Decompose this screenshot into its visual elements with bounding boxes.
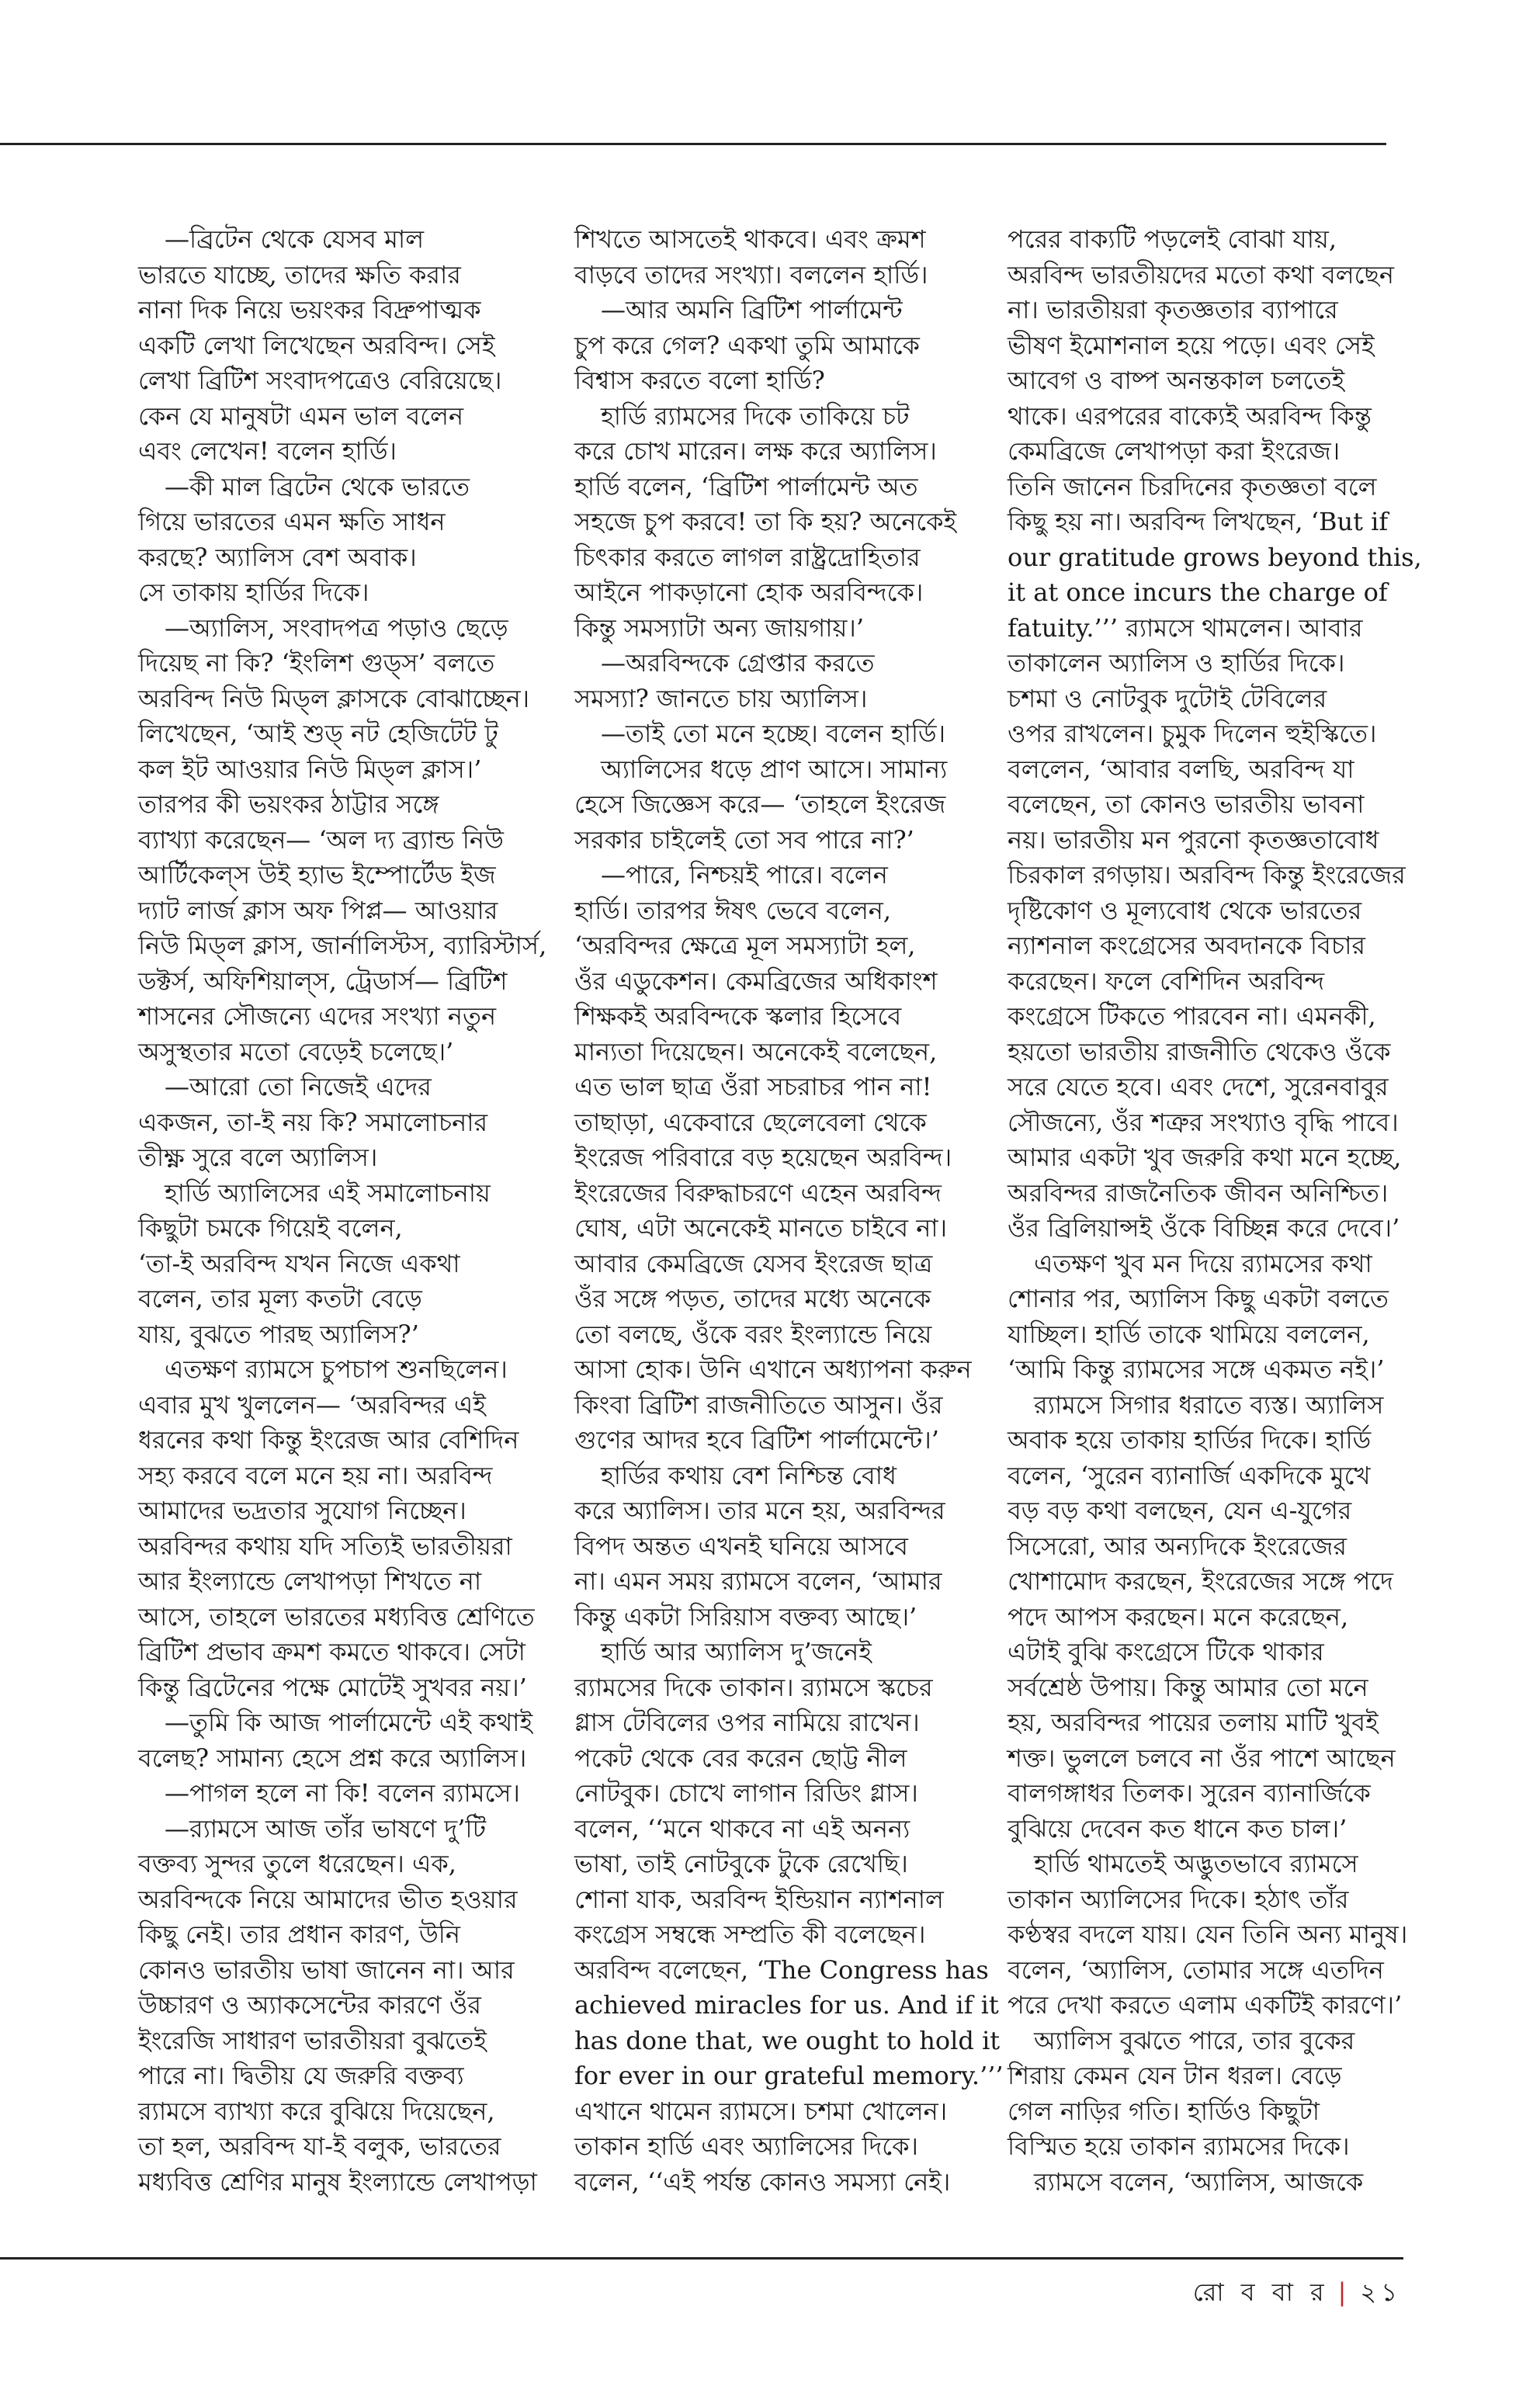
text-line: our gratitude grows beyond this, xyxy=(1008,542,1422,572)
text-line: অরবিন্দ বলেছেন, ‘The Congress has xyxy=(574,1954,989,1985)
text-line: হার্ডি অ্যালিসের এই সমালোচনায় xyxy=(165,1177,491,1208)
text-line: —পারে, নিশ্চয়ই পারে। বলেন xyxy=(601,860,888,890)
text-line: হার্ডির কথায় বেশ নিশ্চিন্ত বোধ xyxy=(601,1460,897,1490)
text-line: মধ্যবিত্ত শ্রেণির মানুষ ইংল্যান্ডে লেখাপড়া xyxy=(138,2166,537,2197)
text-line: ওঁর ব্রিলিয়ান্সই ওঁকে বিচ্ছিন্ন করে দেবে।’ xyxy=(1008,1213,1400,1243)
text-line: —পাগল হলে না কি! বলেন র‍্যামসে। xyxy=(165,1778,520,1808)
text-line: আমাদের ভদ্রতার সুযোগ নিচ্ছেন। xyxy=(138,1496,467,1525)
text-line: বলেন, ‘সুরেন ব্যানার্জি একদিকে মুখে xyxy=(1008,1460,1371,1490)
text-line: দৃষ্টিকোণ ও মূল্যবোধ থেকে ভারতের xyxy=(1008,895,1362,925)
text-line: কংগ্রেস সম্বন্ধে সম্প্রতি কী বলেছেন। xyxy=(574,1920,926,1949)
text-line: শোনা যাক, অরবিন্দ ইন্ডিয়ান ন্যাশনাল xyxy=(574,1884,944,1914)
text-line: থাকে। এরপরের বাক্যেই অরবিন্দ কিন্তু xyxy=(1008,401,1372,431)
text-line: অরবিন্দ ভারতীয়দের মতো কথা বলছেন xyxy=(1008,259,1394,290)
text-line: অসুস্থতার মতো বেড়েই চলেছে।’ xyxy=(138,1036,454,1066)
text-line: it at once incurs the charge of xyxy=(1008,577,1388,607)
text-line: তিনি জানেন চিরদিনের কৃতজ্ঞতা বলে xyxy=(1008,471,1377,501)
text-line: দ্যাট লার্জ ক্লাস অফ পিপ্ল— আওয়ার xyxy=(138,895,498,925)
text-line: ধরনের কথা কিন্তু ইংরেজ আর বেশিদিন xyxy=(138,1425,519,1455)
text-line: অরবিন্দর রাজনৈতিক জীবন অনিশ্চিত। xyxy=(1008,1177,1389,1208)
text-line: অরবিন্দকে নিয়ে আমাদের ভীত হওয়ার xyxy=(138,1884,518,1914)
text-line: কিন্তু ব্রিটেনের পক্ষে মোটেই সুখবর নয়।’ xyxy=(138,1672,527,1702)
text-line: বলেন, ‘অ্যালিস, তোমার সঙ্গে এতদিন xyxy=(1008,1954,1384,1985)
text-line: ‘আমি কিন্তু র‍্যামসের সঙ্গে একমত নই।’ xyxy=(1008,1354,1385,1384)
text-line: সরকার চাইলেই তো সব পারে না?’ xyxy=(574,824,914,855)
text-line: হয়, অরবিন্দর পায়ের তলায় মাটি খুবই xyxy=(1008,1708,1379,1737)
text-line: এবার মুখ খুললেন— ‘অরবিন্দর এই xyxy=(138,1389,486,1420)
text-line: —অ্যালিস, সংবাদপত্র পড়াও ছেড়ে xyxy=(165,612,508,643)
text-line: শাসনের সৌজন্যে এদের সংখ্যা নতুন xyxy=(138,1001,497,1031)
text-column-2 xyxy=(574,222,1004,2200)
text-line: বালগঙ্গাধর তিলক। সুরেন ব্যানার্জিকে xyxy=(1008,1778,1371,1808)
text-line: বিস্মিত হয়ে তাকান র‍্যামসের দিকে। xyxy=(1008,2131,1350,2161)
top-divider xyxy=(0,143,1386,145)
text-line: বাড়বে তাদের সংখ্যা। বললেন হার্ডি। xyxy=(574,259,928,290)
text-line: পরে দেখা করতে এলাম একটিই কারণে।’ xyxy=(1008,1990,1403,2020)
bottom-divider xyxy=(0,2257,1403,2259)
text-line: সহজে চুপ করবে! তা কি হয়? অনেকেই xyxy=(574,507,957,536)
text-line: ভারতে যাচ্ছে, তাদের ক্ষতি করার xyxy=(138,259,461,290)
text-line: অবাক হয়ে তাকায় হার্ডির দিকে। হার্ডি xyxy=(1008,1425,1372,1455)
text-line: বলেন, ‘‘মনে থাকবে না এই অনন্য xyxy=(574,1813,910,1843)
text-line: ব্যাখ্যা করেছেন— ‘অল দ্য ব্র্যান্ড নিউ xyxy=(138,824,504,855)
text-line: একজন, তা-ই নয় কি? সমালোচনার xyxy=(138,1107,488,1137)
text-line: একটি লেখা লিখেছেন অরবিন্দ। সেই xyxy=(138,330,495,360)
text-line: পারে না। দ্বিতীয় যে জরুরি বক্তব্য xyxy=(138,2061,464,2090)
text-line: ন্যাশনাল কংগ্রেসের অবদানকে বিচার xyxy=(1008,931,1365,960)
text-line: গ্লাস টেবিলের ওপর নামিয়ে রাখেন। xyxy=(574,1708,920,1737)
text-line: কিছুটা চমকে গিয়েই বলেন, xyxy=(138,1213,403,1243)
text-line: করে চোখ মারেন। লক্ষ করে অ্যালিস। xyxy=(574,436,937,466)
text-line: fatuity.’’’ র‍্যামসে থামলেন। আবার xyxy=(1008,612,1363,643)
text-line: বললেন, ‘আবার বলছি, অরবিন্দ যা xyxy=(1008,754,1354,784)
text-line: আইনে পাকড়ানো হোক অরবিন্দকে। xyxy=(574,577,924,607)
text-line: আর্টিকেল্স উই হ্যাভ ইম্পোর্টেড ইজ xyxy=(138,860,496,890)
text-line: কিছু হয় না। অরবিন্দ লিখছেন, ‘But if xyxy=(1008,507,1389,536)
text-line: সরে যেতে হবে। এবং দেশে, সুরেনবাবুর xyxy=(1008,1072,1389,1101)
text-column-3 xyxy=(1008,222,1422,2200)
text-line: আসে, তাহলে ভারতের মধ্যবিত্ত শ্রেণিতে xyxy=(138,1601,535,1632)
text-line: বক্তব্য সুন্দর তুলে ধরেছেন। এক, xyxy=(138,1849,456,1878)
text-line: নানা দিক নিয়ে ভয়ংকর বিদ্রুপাত্মক xyxy=(138,295,481,324)
text-line: —অরবিন্দকে গ্রেপ্তার করতে xyxy=(601,648,875,678)
text-line: পরের বাক্যটি পড়লেই বোঝা যায়, xyxy=(1008,224,1337,254)
text-line: কংগ্রেসে টিকতে পারবেন না। এমনকী, xyxy=(1008,1001,1376,1031)
text-line: —তুমি কি আজ পার্লামেন্টে এই কথাই xyxy=(165,1708,533,1737)
text-line: শিখতে আসতেই থাকবে। এবং ক্রমশ xyxy=(574,224,926,254)
text-line: ব্রিটিশ প্রভাব ক্রমশ কমতে থাকবে। সেটা xyxy=(138,1637,525,1666)
text-line: শিক্ষকই অরবিন্দকে স্কলার হিসেবে xyxy=(574,1001,902,1031)
text-line: ভীষণ ইমোশনাল হয়ে পড়ে। এবং সেই xyxy=(1008,330,1375,360)
text-line: তীক্ষ্ণ সুরে বলে অ্যালিস। xyxy=(138,1143,378,1172)
text-line: তাছাড়া, একেবারে ছেলেবেলা থেকে xyxy=(574,1107,927,1137)
text-line: তাকান অ্যালিসের দিকে। হঠাৎ তাঁর xyxy=(1008,1884,1349,1914)
text-line: মান্যতা দিয়েছেন। অনেকেই বলেছেন, xyxy=(574,1036,938,1066)
text-line: এতক্ষণ খুব মন দিয়ে র‍্যামসের কথা xyxy=(1034,1248,1372,1278)
text-line: তো বলছে, ওঁকে বরং ইংল্যান্ডে নিয়ে xyxy=(574,1319,932,1349)
text-line: —কী মাল ব্রিটেন থেকে ভারতে xyxy=(165,471,470,501)
text-line: বলেছেন, তা কোনও ভারতীয় ভাবনা xyxy=(1008,789,1365,819)
text-line: শক্ত। ভুললে চলবে না ওঁর পাশে আছেন xyxy=(1008,1743,1396,1773)
text-line: চুপ করে গেল? একথা তুমি আমাকে xyxy=(574,330,920,360)
text-column-1 xyxy=(138,222,547,2200)
text-line: কোনও ভারতীয় ভাষা জানেন না। আর xyxy=(138,1954,515,1985)
text-line: achieved miracles for us. And if it xyxy=(574,1990,999,2020)
text-line: ওঁর এডুকেশন। কেমব্রিজের অধিকাংশ xyxy=(574,966,938,996)
text-line: এবং লেখেন! বলেন হার্ডি। xyxy=(138,436,397,466)
text-line: for ever in our grateful memory.’’’ xyxy=(574,2061,1004,2090)
text-line: এতক্ষণ র‍্যামসে চুপচাপ শুনছিলেন। xyxy=(165,1354,508,1384)
page-footer xyxy=(1193,2273,1402,2315)
text-line: ইংরেজের বিরুদ্ধাচরণে এহেন অরবিন্দ xyxy=(574,1177,942,1208)
text-line: দিয়েছ না কি? ‘ইংলিশ গুড্স’ বলতে xyxy=(138,648,495,678)
text-line: কণ্ঠস্বর বদলে যায়। যেন তিনি অন্য মানুষ। xyxy=(1008,1920,1408,1949)
text-line: আর ইংল্যান্ডে লেখাপড়া শিখতে না xyxy=(138,1566,482,1596)
text-line: শোনার পর, অ্যালিস কিছু একটা বলতে xyxy=(1008,1284,1389,1313)
text-line: আসা হোক। উনি এখানে অধ্যাপনা করুন xyxy=(574,1354,972,1384)
text-line: অরবিন্দর কথায় যদি সত্যিই ভারতীয়রা xyxy=(138,1531,512,1561)
text-line: সৌজন্যে, ওঁর শত্রুর সংখ্যাও বৃদ্ধি পাবে। xyxy=(1008,1107,1399,1137)
text-line: —র‍্যামসে আজ তাঁর ভাষণে দু’টি xyxy=(165,1813,487,1843)
text-line: বিশ্বাস করতে বলো হার্ডি? xyxy=(574,366,825,395)
text-line: অ্যালিসের ধড়ে প্রাণ আসে। সামান্য xyxy=(601,754,948,784)
text-line: নিউ মিড্ল ক্লাস, জার্নালিস্টস, ব্যারিস্টার্স, xyxy=(138,931,547,960)
text-line: কেন যে মানুষটা এমন ভাল বলেন xyxy=(138,401,464,431)
text-line: ইংরেজি সাধারণ ভারতীয়রা বুঝতেই xyxy=(138,2025,487,2055)
text-line: পদে আপস করছেন। মনে করেছেন, xyxy=(1008,1601,1349,1632)
text-line: হার্ডি। তারপর ঈষৎ ভেবে বলেন, xyxy=(574,895,892,925)
text-line: has done that, we ought to hold it xyxy=(574,2025,1001,2055)
text-line: কল ইট আওয়ার নিউ মিড্ল ক্লাস।’ xyxy=(138,754,482,784)
text-line: তাকালেন অ্যালিস ও হার্ডির দিকে। xyxy=(1008,648,1345,678)
text-line: বলেন, ‘‘এই পর্যন্ত কোনও সমস্যা নেই। xyxy=(574,2166,951,2197)
text-line: বলেছ? সামান্য হেসে প্রশ্ন করে অ্যালিস। xyxy=(138,1743,527,1773)
text-line: কিন্তু সমস্যাটা অন্য জায়গায়।’ xyxy=(574,612,865,643)
text-line: খোশামোদ করছেন, ইংরেজের সঙ্গে পদে xyxy=(1008,1566,1393,1596)
text-line: ইংরেজ পরিবারে বড় হয়েছেন অরবিন্দ। xyxy=(574,1143,952,1172)
text-line: র‍্যামসে বলেন, ‘অ্যালিস, আজকে xyxy=(1034,2166,1364,2197)
text-line: কিছু নেই। তার প্রধান কারণ, উনি xyxy=(138,1920,461,1949)
text-line: সে তাকায় হার্ডির দিকে। xyxy=(138,577,369,607)
text-line: —আর অমনি ব্রিটিশ পার্লামেন্ট xyxy=(601,295,903,324)
text-line: তারপর কী ভয়ংকর ঠাট্টার সঙ্গে xyxy=(138,789,439,819)
text-line: করে অ্যালিস। তার মনে হয়, অরবিন্দর xyxy=(574,1496,945,1525)
text-line: বিপদ অন্তত এখনই ঘনিয়ে আসবে xyxy=(574,1531,908,1561)
text-line: আমার একটা খুব জরুরি কথা মনে হচ্ছে, xyxy=(1008,1143,1402,1172)
text-line: সমস্যা? জানতে চায় অ্যালিস। xyxy=(574,683,868,713)
text-line: ‘অরবিন্দর ক্ষেত্রে মূল সমস্যাটা হল, xyxy=(574,931,916,960)
magazine-name: রো ব বা র xyxy=(1192,2277,1329,2307)
text-line: কিংবা ব্রিটিশ রাজনীতিতে আসুন। ওঁর xyxy=(574,1389,943,1420)
text-line: এটাই বুঝি কংগ্রেসে টিকে থাকার xyxy=(1008,1637,1324,1666)
text-line: চশমা ও নোটবুক দুটোই টেবিলের xyxy=(1008,683,1327,713)
text-line: অরবিন্দ নিউ মিড্ল ক্লাসকে বোঝাচ্ছেন। xyxy=(138,683,530,713)
text-line: লিখেছেন, ‘আই শুড্ নট হেজিটেট টু xyxy=(138,719,498,748)
text-line: নোটবুক। চোখে লাগান রিডিং গ্লাস। xyxy=(574,1778,918,1808)
text-line: চিরকাল রগড়ায়। অরবিন্দ কিন্তু ইংরেজের xyxy=(1008,860,1406,890)
text-line: না। ভারতীয়রা কৃতজ্ঞতার ব্যাপারে xyxy=(1008,295,1338,324)
footer-separator: | xyxy=(1337,2277,1351,2307)
text-line: যায়, বুঝতে পারছ অ্যালিস?’ xyxy=(138,1319,419,1349)
text-line: হার্ডি র‍্যামসের দিকে তাকিয়ে চট xyxy=(601,401,910,431)
text-line: —তাই তো মনে হচ্ছে। বলেন হার্ডি। xyxy=(601,719,946,748)
text-line: ঘোষ, এটা অনেকেই মানতে চাইবে না। xyxy=(574,1213,948,1243)
text-line: বলেন, তার মূল্য কতটা বেড়ে xyxy=(138,1284,422,1313)
text-line: হার্ডি বলেন, ‘ব্রিটিশ পার্লামেন্ট অত xyxy=(574,471,918,501)
text-line: নয়। ভারতীয় মন পুরনো কৃতজ্ঞতাবোধ xyxy=(1008,824,1379,855)
text-line: ওপর রাখলেন। চুমুক দিলেন হুইস্কিতে। xyxy=(1008,719,1377,748)
text-line: সহ্য করবে বলে মনে হয় না। অরবিন্দ xyxy=(138,1460,493,1490)
text-line: ‘তা-ই অরবিন্দ যখন নিজে একথা xyxy=(138,1248,460,1278)
text-line: —ব্রিটেন থেকে যেসব মাল xyxy=(165,224,425,254)
text-line: চিৎকার করতে লাগল রাষ্ট্রদ্রোহিতার xyxy=(574,542,921,572)
text-line: র‍্যামসে সিগার ধরাতে ব্যস্ত। অ্যালিস xyxy=(1034,1389,1384,1420)
text-line: তাকান হার্ডি এবং অ্যালিসের দিকে। xyxy=(574,2131,918,2161)
text-line: লেখা ব্রিটিশ সংবাদপত্রেও বেরিয়েছে। xyxy=(138,366,502,395)
text-line: হয়তো ভারতীয় রাজনীতি থেকেও ওঁকে xyxy=(1008,1036,1391,1066)
text-line: র‍্যামসে ব্যাখ্যা করে বুঝিয়ে দিয়েছেন, xyxy=(138,2096,495,2126)
text-line: উচ্চারণ ও অ্যাকসেন্টের কারণে ওঁর xyxy=(138,1990,481,2020)
text-line: বড় বড় কথা বলছেন, যেন এ-যুগের xyxy=(1008,1496,1352,1525)
text-line: কেমব্রিজে লেখাপড়া করা ইংরেজ। xyxy=(1008,436,1341,466)
text-line: এখানে থামেন র‍্যামসে। চশমা খোলেন। xyxy=(574,2096,948,2126)
text-line: হার্ডি আর অ্যালিস দু’জনেই xyxy=(601,1637,872,1666)
text-line: —আরো তো নিজেই এদের xyxy=(165,1072,432,1101)
text-line: গেল নাড়ির গতি। হার্ডিও কিছুটা xyxy=(1008,2096,1320,2126)
text-line: কিন্তু একটা সিরিয়াস বক্তব্য আছে।’ xyxy=(574,1601,917,1632)
text-line: করছে? অ্যালিস বেশ অবাক। xyxy=(138,542,417,572)
text-line: করেছেন। ফলে বেশিদিন অরবিন্দ xyxy=(1008,966,1325,996)
text-line: অ্যালিস বুঝতে পারে, তার বুকের xyxy=(1034,2025,1355,2055)
text-line: ভাষা, তাই নোটবুকে টুকে রেখেছি। xyxy=(574,1849,908,1878)
text-line: আবেগ ও বাষ্প অনন্তকাল চলতেই xyxy=(1008,366,1345,395)
text-line: হার্ডি থামতেই অদ্ভুতভাবে র‍্যামসে xyxy=(1034,1849,1358,1878)
text-line: ওঁর সঙ্গে পড়ত, তাদের মধ্যে অনেকে xyxy=(574,1284,931,1313)
text-line: ডক্টর্স, অফিশিয়াল্স, ট্রেডার্স— ব্রিটিশ xyxy=(138,966,508,996)
text-line: না। এমন সময় র‍্যামসে বলেন, ‘আমার xyxy=(574,1566,942,1596)
text-line: গুণের আদর হবে ব্রিটিশ পার্লামেন্টে।’ xyxy=(574,1425,939,1455)
text-line: র‍্যামসের দিকে তাকান। র‍্যামসে স্কচের xyxy=(574,1672,933,1702)
text-line: তা হল, অরবিন্দ যা-ই বলুক, ভারতের xyxy=(138,2131,501,2161)
text-line: সর্বশ্রেষ্ঠ উপায়। কিন্তু আমার তো মনে xyxy=(1008,1672,1368,1702)
text-line: শিরায় কেমন যেন টান ধরল। বেড়ে xyxy=(1008,2061,1342,2090)
text-line: গিয়ে ভারতের এমন ক্ষতি সাধন xyxy=(138,507,446,536)
text-line: এত ভাল ছাত্র ওঁরা সচরাচর পান না! xyxy=(574,1072,932,1101)
text-line: আবার কেমব্রিজে যেসব ইংরেজ ছাত্র xyxy=(574,1248,933,1278)
text-line: পকেট থেকে বের করেন ছোট্ট নীল xyxy=(574,1743,907,1773)
text-line: সিসেরো, আর অন্যদিকে ইংরেজের xyxy=(1008,1531,1347,1561)
text-line: যাচ্ছিল। হার্ডি তাকে থামিয়ে বললেন, xyxy=(1008,1319,1370,1349)
page-number: ২১ xyxy=(1360,2277,1402,2307)
text-line: হেসে জিজ্ঞেস করে— ‘তাহলে ইংরেজ xyxy=(574,789,946,819)
text-line: বুঝিয়ে দেবেন কত ধানে কত চাল।’ xyxy=(1008,1813,1348,1843)
